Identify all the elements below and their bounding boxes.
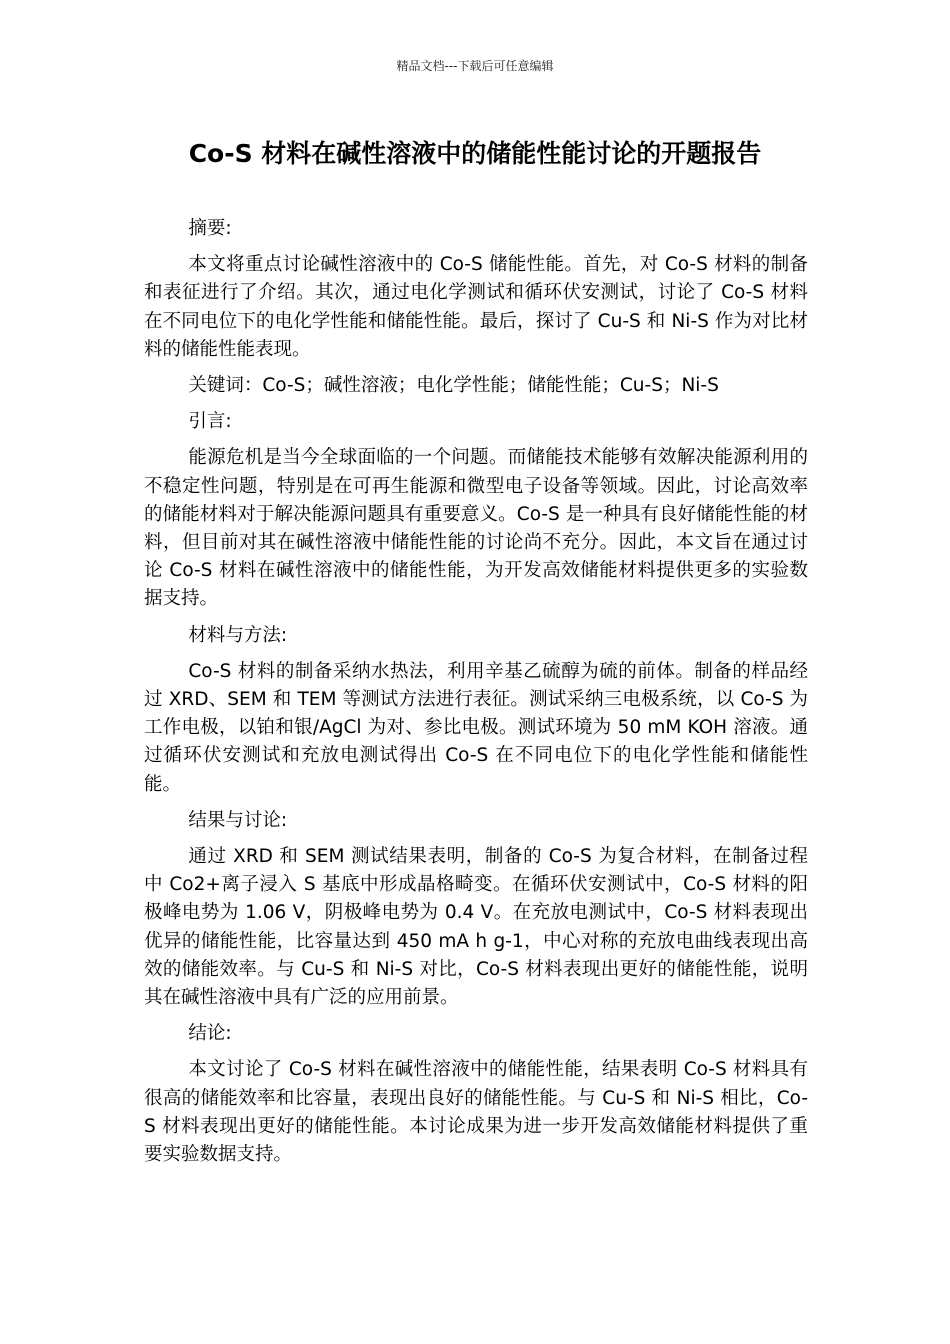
keywords-line: 关键词：Co-S；碱性溶液；电化学性能；储能性能；Cu-S；Ni-S [188,375,719,397]
document-body [144,215,808,1177]
abstract-heading: 摘要: [188,218,232,239]
document-title: Co-S 材料在碱性溶液中的储能性能讨论的开题报告 [188,139,762,168]
results-heading: 结果与讨论: [188,809,288,831]
page-header-note: 精品文档---下载后可任意编辑 [396,59,554,73]
methods-heading: 材料与方法: [188,624,288,646]
conclusion-paragraph: 本文讨论了 Co-S 材料在碱性溶液中的储能性能，结果表明 Co-S 材料具有很高的储能效率和比容量，表现出良好的储能性能。与 Cu-S 和 Ni-S 相比，Co-S 材料表现出更好的储能性能。本讨论成果为进一步开发高效储能材料提供了重要实验数据支持。 [144,1059,808,1166]
conclusion-heading: 结论: [188,1023,232,1045]
results-paragraph: 通过 XRD 和 SEM 测试结果表明，制备的 Co-S 为复合材料，在制备过程中 Co2+离子浸入 S 基底中形成晶格畸变。在循环伏安测试中，Co-S 材料的阳极峰电势为 1.06 V，阴极峰电势为 0.4 V。在充放电测试中，Co-S 材料表现出优异的储能性能，比容量达到 450 mA h g-1，中心对称的充放电曲线表现出高效的储能效率。与 Cu-S 和 Ni-S 对比，Co-S 材料表现出更好的储能性能，说明其在碱性溶液中具有广泛的应用前景。 [144,846,808,1009]
intro-paragraph: 能源危机是当今全球面临的一个问题。而储能技术能够有效解决能源利用的不稳定性问题，特别是在可再生能源和微型电子设备等领域。因此，讨论高效率的储能材料对于解决能源问题具有重要意义。Co-S 是一种具有良好储能性能的材料，但目前对其在碱性溶液中储能性能的讨论尚不充分。因此，本文旨在通过讨论 Co-S 材料在碱性溶液中的储能性能，为开发高效储能材料提供更多的实验数据支持。 [144,447,808,610]
methods-paragraph: Co-S 材料的制备采纳水热法，利用辛基乙硫醇为硫的前体。制备的样品经过 XRD、SEM 和 TEM 等测试方法进行表征。测试采纳三电极系统，以 Co-S 为工作电极，以铂和银/AgCl 为对、参比电极。测试环境为 50 mM KOH 溶液。通过循环伏安测试和充放电测试得出 Co-S 在不同电位下的电化学性能和储能性能。 [144,660,808,795]
abstract-paragraph: 本文将重点讨论碱性溶液中的 Co-S 储能性能。首先，对 Co-S 材料的制备和表征进行了介绍。其次，通过电化学测试和循环伏安测试，讨论了 Co-S 材料在不同电位下的电化学性能和储能性能。最后，探讨了 Cu-S 和 Ni-S 作为对比材料的储能性能表现。 [144,254,808,360]
intro-heading: 引言: [188,411,232,433]
